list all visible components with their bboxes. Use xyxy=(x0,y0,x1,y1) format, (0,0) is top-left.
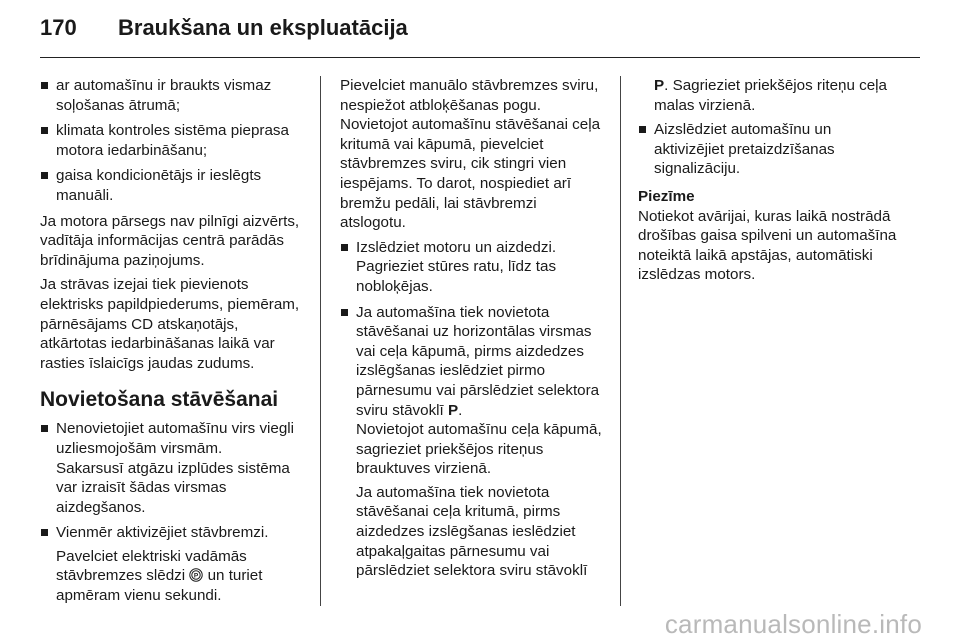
page-title: Braukšana un ekspluatācija xyxy=(118,15,408,40)
lock-list xyxy=(638,120,903,179)
header-rule xyxy=(40,57,920,58)
hood-warning-paragraph: Ja motora pārsegs nav pilnīgi aizvērts, vadītāja informācijas centrā parādās brīdinājuma paziņojums. xyxy=(40,212,300,269)
condition-list xyxy=(40,76,305,206)
page-number: 170 xyxy=(40,15,77,40)
column-divider-1 xyxy=(320,76,321,606)
watermark: carmanualsonline.info xyxy=(664,609,922,639)
list-item-subparagraph: Pavelciet elektriski vadāmās stāvbremzes slēdzi P un turiet apmēram vienu sekundi. xyxy=(56,547,263,605)
column-2 xyxy=(340,76,605,587)
section-heading: Novietošana stāvēšanai xyxy=(40,388,279,412)
parking-list xyxy=(40,419,305,605)
note-label: Piezīme xyxy=(638,187,695,205)
list-item: Aizslēdziet automašīnu un aktivizējiet pretaizdzīšanas signalizāciju. xyxy=(638,120,903,179)
column-3 xyxy=(638,76,903,290)
note-text: Notiekot avārijai, kuras laikā nostrādā drošības gaisa spilveni un automašīna noteiktā laikā apstājas, automātiski izslēdzas motors. xyxy=(638,207,897,284)
list-item xyxy=(40,419,305,517)
list-item: klimata kontroles sistēma pieprasa motora iedarbināšanu; xyxy=(40,121,305,160)
list-item xyxy=(40,523,305,605)
power-outlet-paragraph: Ja strāvas izejai tiek pievienots elektrisks papildpiederums, piemēram, pārnēsājams CD atskaņotājs, atkārtotas iedarbināšanas laikā var rasties īslaicīgs jaudas zudums. xyxy=(40,276,300,372)
list-item: gaisa kondicionētājs ir ieslēgts manuāli. xyxy=(40,166,305,205)
page-header xyxy=(40,14,920,42)
list-item: Izslēdziet motoru un aizdedzi. Pagrieziet stūres ratu, līdz tas nobloķējas. xyxy=(340,238,605,297)
column-divider-2 xyxy=(620,76,621,606)
parking-brake-icon xyxy=(189,568,203,582)
list-item-text: Novietojot automašīnu ceļa kāpumā, sagrieziet priekšējos riteņus brauktuves virzienā. xyxy=(356,421,602,478)
svg-text:P: P xyxy=(194,573,199,581)
list-item-text: Nenovietojiet automašīnu virs viegli uzliesmojošām virsmām. xyxy=(56,420,295,457)
continued-text: P. Sagrieziet priekšējos riteņu ceļa malas virzienā. xyxy=(654,77,887,114)
list-item-text: Ja automašīna tiek novietota stāvēšanai uz horizontālas virsmas vai ceļa kāpumā, pirms aizdedzes izslēgšanas ieslēdziet pirmo pārnesumu vai pārslēdziet selektora sviru stāvoklī P. xyxy=(356,303,600,419)
list-item-text: Vienmēr aktivizējiet stāvbremzi. xyxy=(56,524,269,542)
parking-steps-list xyxy=(340,238,605,581)
list-item-text: Sakarsusī atgāzu izplūdes sistēma var izraisīt šādas virsmas aizdegšanos. xyxy=(56,459,290,516)
column-1 xyxy=(40,76,305,612)
list-item-subparagraph: Ja automašīna tiek novietota stāvēšanai ceļa kritumā, pirms aizdedzes izslēgšanas ieslēdziet atpakaļgaitas pārnesumu vai pārslēdziet selektora sviru stāvoklī xyxy=(356,483,588,580)
list-item xyxy=(340,303,605,581)
handbrake-paragraph: Pievelciet manuālo stāvbremzes sviru, nespiežot atbloķēšanas pogu. Novietojot automašīnu stāvēšanai ceļa kritumā vai kāpumā, pievelciet stāvbremzes sviru, cik stingri vien iespējams. To darot, nospiediet arī bremžu pedāli, lai stāvbremzi atslogotu. xyxy=(340,77,601,232)
list-item: ar automašīnu ir braukts vismaz soļošanas ātrumā; xyxy=(40,76,305,115)
